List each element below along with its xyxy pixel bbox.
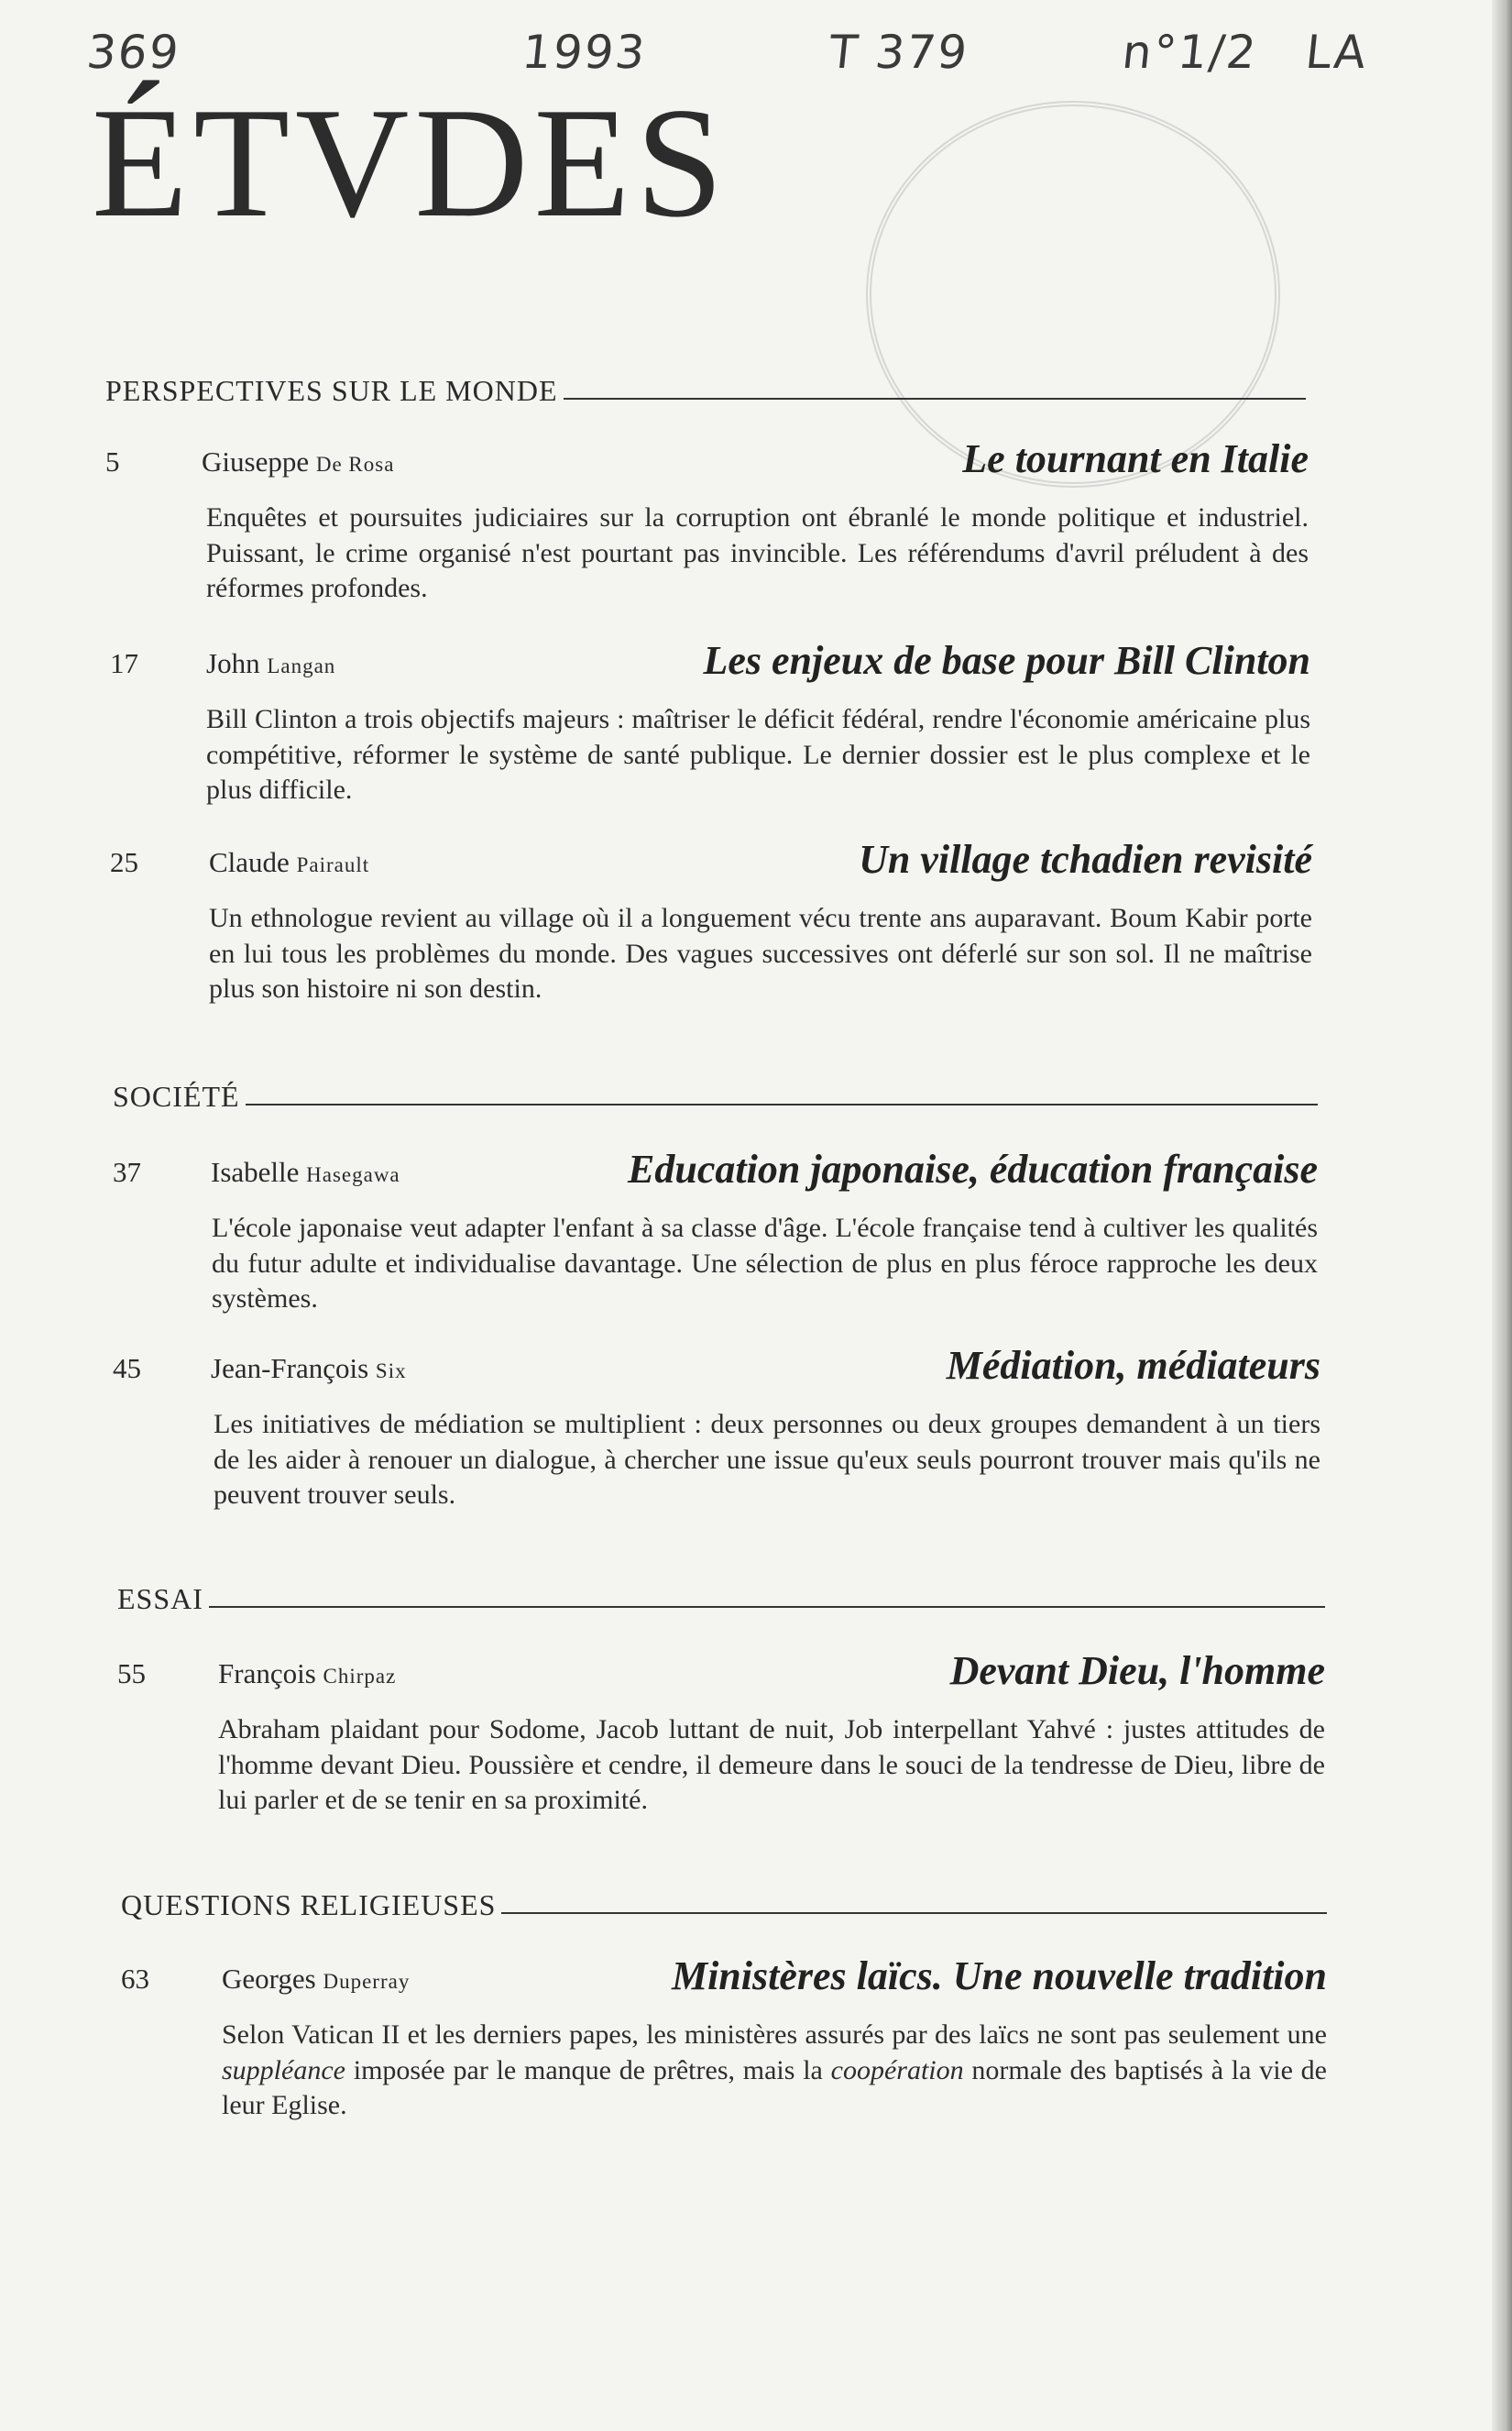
section-heading-societe (113, 1080, 1318, 1114)
author-first-name: Claude (209, 846, 290, 878)
article-abstract: Les initiatives de médiation se multiplient : deux personnes ou deux groupes demandent à un tiers de les aider à renouer un dialogue, à chercher une issue qu'eux seuls pourront trouver mais qu'ils ne peuvent trouver seuls. (214, 1409, 1320, 1510)
section-heading-essai (117, 1582, 1325, 1616)
author (222, 1963, 410, 1996)
toc-entry (110, 830, 1312, 1007)
author-last-name: Pairault (296, 853, 370, 876)
author (211, 1352, 407, 1385)
handwritten-tome: T 379 (826, 26, 971, 79)
page-number: 25 (110, 846, 138, 878)
author (218, 1657, 396, 1690)
author-first-name: François (218, 1657, 316, 1689)
section-heading-perspectives (105, 374, 1306, 408)
abstract-text: normale des baptisés à la vie de leur Eglise. (222, 2054, 1327, 2120)
page-number: 5 (105, 446, 120, 478)
author (209, 846, 369, 879)
author (206, 647, 335, 680)
article-abstract: L'école japonaise veut adapter l'enfant à sa classe d'âge. L'école française tend à cultiver les qualités du futur adulte et individualise davantage. Une sélection de plus en plus féroce rapproche les deux systèmes. (212, 1213, 1318, 1314)
page-number: 37 (113, 1156, 141, 1188)
section-title: PERSPECTIVES SUR LE MONDE (105, 374, 558, 407)
section-rule (501, 1912, 1327, 1914)
article-abstract: Enquêtes et poursuites judiciaires sur la corruption ont ébranlé le monde politique et industriel. Puissant, le crime organisé n'est pourtant pas invincible. Les référendums d'avril préludent à des réformes profondes. (206, 502, 1309, 603)
author-first-name: Georges (222, 1963, 316, 1995)
author-first-name: Giuseppe (202, 446, 310, 478)
author-last-name: Duperray (323, 1970, 411, 1993)
toc-entry (113, 1336, 1320, 1513)
page-edge (1492, 0, 1512, 2431)
article-title: Un village tchadien revisité (859, 837, 1312, 882)
abstract-text: imposée par le manque de prêtres, mais la (345, 2054, 831, 2085)
article-title: Les enjeux de base pour Bill Clinton (703, 638, 1310, 683)
toc-entry (121, 1946, 1327, 2124)
section-rule (209, 1606, 1325, 1608)
page-number: 17 (110, 647, 138, 679)
abstract-text: Selon Vatican II et les derniers papes, les ministères assurés par des laïcs ne sont pas seulement une (222, 2019, 1327, 2050)
article-title: Médiation, médiateurs (946, 1343, 1320, 1388)
author-last-name: Chirpaz (323, 1665, 397, 1688)
section-heading-questions-religieuses (121, 1888, 1327, 1922)
page-number: 55 (117, 1657, 146, 1689)
author-first-name: Jean-François (211, 1352, 369, 1384)
article-abstract: Abraham plaidant pour Sodome, Jacob luttant de nuit, Job interpellant Yahvé : justes attitudes de l'homme devant Dieu. Poussière et cendre, il demeure dans le souci de la tendresse de Dieu, libre de lui parler et de se tenir en sa proximité. (218, 1714, 1325, 1815)
author-last-name: Hasegawa (306, 1163, 400, 1186)
section-title: ESSAI (117, 1582, 203, 1615)
section-rule (246, 1104, 1318, 1106)
article-title: Le tournant en Italie (962, 436, 1309, 481)
article-title: Ministères laïcs. Une nouvelle tradition (671, 1953, 1327, 1998)
abstract-emphasis: coopération (830, 2054, 964, 2085)
section-title: SOCIÉTÉ (113, 1080, 240, 1113)
author (211, 1156, 400, 1189)
handwritten-issue: n°1/2 (1119, 26, 1261, 79)
author-last-name: De Rosa (315, 453, 395, 476)
author-last-name: Langan (267, 654, 336, 677)
toc-entry (105, 429, 1309, 607)
article-title: Devant Dieu, l'homme (949, 1648, 1325, 1693)
article-title: Education japonaise, éducation française (628, 1147, 1318, 1192)
section-rule (564, 398, 1307, 400)
article-abstract (222, 2018, 1327, 2124)
toc-entry (113, 1139, 1318, 1317)
article-abstract: Un ethnologue revient au village où il a longuement vécu trente ans auparavant. Boum Kabir porte en lui tous les problèmes du monde. Des vagues successives ont déferlé sur son sol. Il ne maîtrise plus son histoire ni son destin. (209, 903, 1312, 1004)
author (202, 446, 394, 478)
author-last-name: Six (375, 1359, 407, 1382)
journal-masthead: ÉTVDES (92, 76, 729, 250)
handwritten-year: 1993 (519, 26, 650, 79)
page-number: 45 (113, 1352, 141, 1384)
toc-entry (110, 631, 1310, 808)
article-abstract: Bill Clinton a trois objectifs majeurs : maîtriser le déficit fédéral, rendre l'économie américaine plus compétitive, réformer le système de santé publique. Le dernier dossier est le plus complexe et le plus difficile. (206, 704, 1310, 805)
section-title: QUESTIONS RELIGIEUSES (121, 1888, 497, 1921)
handwritten-initials: LA (1302, 26, 1371, 79)
page-number: 63 (121, 1963, 149, 1995)
author-first-name: Isabelle (211, 1156, 300, 1188)
abstract-emphasis: suppléance (222, 2054, 345, 2085)
toc-entry (117, 1641, 1325, 1819)
handwritten-ref: 369 (83, 26, 183, 79)
author-first-name: John (206, 647, 260, 679)
